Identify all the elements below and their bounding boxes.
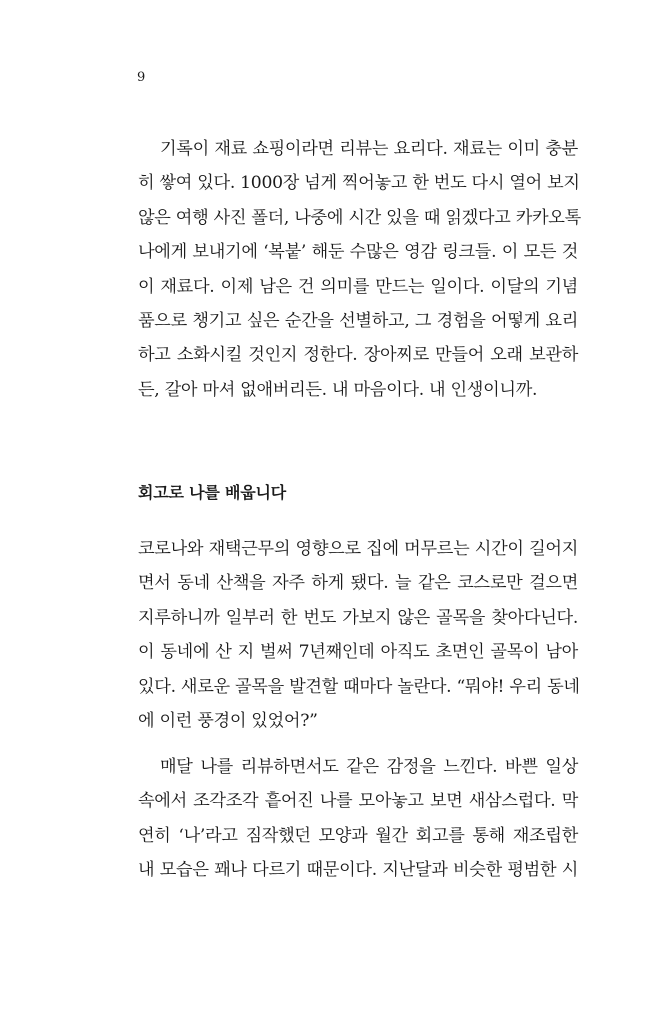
text-line: 있다. 새로운 골목을 발견할 때마다 놀란다. “뭐야! 우리 동네 xyxy=(138,676,580,697)
section-heading: 회고로 나를 배웁니다 xyxy=(138,483,287,502)
text-line: 내 모습은 꽤나 다르기 때문이다. 지난달과 비슷한 평범한 시 xyxy=(138,860,578,881)
text-line: 히 쌓여 있다. 1000장 넘게 찍어놓고 한 번도 다시 열어 보지 xyxy=(138,173,580,194)
page-number: 9 xyxy=(137,70,146,85)
text-line: 이 재료다. 이제 남은 건 의미를 만드는 일이다. 이달의 기념 xyxy=(138,276,578,297)
paragraph-intro xyxy=(138,132,581,407)
text-line: 지루하니까 일부러 한 번도 가보지 않은 골목을 찾아다닌다. xyxy=(138,607,578,628)
text-line: 않은 여행 사진 폴더, 나중에 시간 있을 때 읽겠다고 카카오톡 xyxy=(138,207,581,228)
text-line: 매달 나를 리뷰하면서도 같은 감정을 느낀다. 바쁜 일상 xyxy=(160,757,578,777)
paragraph-review xyxy=(138,750,578,888)
text-line: 이 동네에 산 지 벌써 7년째인데 아직도 초면인 골목이 남아 xyxy=(138,642,578,663)
text-line: 품으로 챙기고 싶은 순간을 선별하고, 그 경험을 어떻게 요리 xyxy=(138,310,578,331)
text-line: 연히 ‘나’라고 짐작했던 모양과 월간 회고를 통해 재조립한 xyxy=(138,825,578,846)
text-line: 나에게 보내기에 ‘복붙’ 해둔 수많은 영감 링크들. 이 모든 것 xyxy=(138,242,578,263)
text-line: 코로나와 재택근무의 영향으로 집에 머무르는 시간이 길어지 xyxy=(138,539,578,559)
paragraph-walk xyxy=(138,532,578,738)
text-line: 에 이런 풍경이 있었어?” xyxy=(138,710,318,731)
text-line: 속에서 조각조각 흩어진 나를 모아놓고 보면 새삼스럽다. 막 xyxy=(138,791,578,812)
text-line: 기록이 재료 쇼핑이라면 리뷰는 요리다. 재료는 이미 충분 xyxy=(160,139,578,159)
text-line: 든, 갈아 마셔 없애버리든. 내 마음이다. 내 인생이니까. xyxy=(138,379,538,400)
text-line: 면서 동네 산책을 자주 하게 됐다. 늘 같은 코스로만 걸으면 xyxy=(138,573,578,594)
text-line: 하고 소화시킬 것인지 정한다. 장아찌로 만들어 오래 보관하 xyxy=(138,345,578,366)
